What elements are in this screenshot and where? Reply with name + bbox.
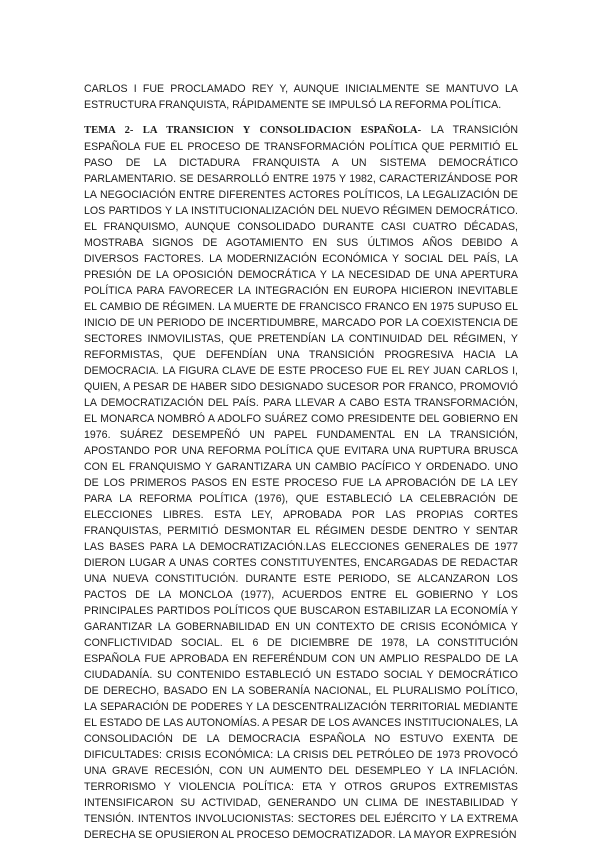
section-paragraph — [84, 122, 518, 843]
section-body: LA TRANSICIÓN ESPAÑOLA FUE EL PROCESO DE TRANSFORMACIÓN POLÍTICA QUE PERMITIÓ EL PASO DE LA DICTADURA FRANQUISTA A UN SISTEMA DEMOCRÁTICO PARLAMENTARIO. SE DESARROLLÓ ENTRE 1975 Y 1982, CARACTERIZÁNDOSE POR LA NEGOCIACIÓN ENTRE DIFERENTES ACTORES POLÍTICOS, LA LEGALIZACIÓN DE LOS PARTIDOS Y LA INSTITUCIONALIZACIÓN DEL NUEVO RÉGIMEN DEMOCRÁTICO. EL FRANQUISMO, AUNQUE CONSOLIDADO DURANTE CASI CUATRO DÉCADAS, MOSTRABA SIGNOS DE AGOTAMIENTO EN SUS ÚLTIMOS AÑOS DEBIDO A DIVERSOS FACTORES. LA MODERNIZACIÓN ECONÓMICA Y SOCIAL DEL PAÍS, LA PRESIÓN DE LA OPOSICIÓN DEMOCRÁTICA Y LA NECESIDAD DE UNA APERTURA POLÍTICA PARA FAVORECER LA INTEGRACIÓN EN EUROPA HICIERON INEVITABLE EL CAMBIO DE RÉGIMEN. LA MUERTE DE FRANCISCO FRANCO EN 1975 SUPUSO EL INICIO DE UN PERIODO DE INCERTIDUMBRE, MARCADO POR LA COEXISTENCIA DE SECTORES INMOVILISTAS, QUE PRETENDÍAN LA CONTINUIDAD DEL RÉGIMEN, Y REFORMISTAS, QUE DEFENDÍAN UNA TRANSICIÓN PROGRESIVA HACIA LA DEMOCRACIA. LA FIGURA CLAVE DE ESTE PROCESO FUE EL REY JUAN CARLOS I, QUIEN, A PESAR DE HABER SIDO DESIGNADO SUCESOR POR FRANCO, PROMOVIÓ LA DEMOCRATIZACIÓN DEL PAÍS. PARA LLEVAR A CABO ESTA TRANSFORMACIÓN, EL MONARCA NOMBRÓ A ADOLFO SUÁREZ COMO PRESIDENTE DEL GOBIERNO EN 1976. SUÁREZ DESEMPEÑÓ UN PAPEL FUNDAMENTAL EN LA TRANSICIÓN, APOSTANDO POR UNA REFORMA POLÍTICA QUE EVITARA UNA RUPTURA BRUSCA CON EL FRANQUISMO Y GARANTIZARA UN CAMBIO PACÍFICO Y ORDENADO. UNO DE LOS PRIMEROS PASOS EN ESTE PROCESO FUE LA APROBACIÓN DE LA LEY PARA LA REFORMA POLÍTICA (1976), QUE ESTABLECIÓ LA CELEBRACIÓN DE ELECCIONES LIBRES. ESTA LEY, APROBADA POR LAS PROPIAS CORTES FRANQUISTAS, PERMITIÓ DESMONTAR EL RÉGIMEN DESDE DENTRO Y SENTAR LAS BASES PARA LA DEMOCRATIZACIÓN.LAS ELECCIONES GENERALES DE 1977 DIERON LUGAR A UNAS CORTES CONSTITUYENTES, ENCARGADAS DE REDACTAR UNA NUEVA CONSTITUCIÓN. DURANTE ESTE PERIODO, SE ALCANZARON LOS PACTOS DE LA MONCLOA (1977), ACUERDOS ENTRE EL GOBIERNO Y LOS PRINCIPALES PARTIDOS POLÍTICOS QUE BUSCARON ESTABILIZAR LA ECONOMÍA Y GARANTIZAR LA GOBERNABILIDAD EN UN CONTEXTO DE CRISIS ECONÓMICA Y CONFLICTIVIDAD SOCIAL. EL 6 DE DICIEMBRE DE 1978, LA CONSTITUCIÓN ESPAÑOLA FUE APROBADA EN REFERÉNDUM CON UN AMPLIO RESPALDO DE LA CIUDADANÍA. SU CONTENIDO ESTABLECIÓ UN ESTADO SOCIAL Y DEMOCRÁTICO DE DERECHO, BASADO EN LA SOBERANÍA NACIONAL, EL PLURALISMO POLÍTICO, LA SEPARACIÓN DE PODERES Y LA DESCENTRALIZACIÓN TERRITORIAL MEDIANTE EL ESTADO DE LAS AUTONOMÍAS. A PESAR DE LOS AVANCES INSTITUCIONALES, LA CONSOLIDACIÓN DE LA DEMOCRACIA ESPAÑOLA NO ESTUVO EXENTA DE DIFICULTADES: CRISIS ECONÓMICA: LA CRISIS DEL PETRÓLEO DE 1973 PROVOCÓ UNA GRAVE RECESIÓN, CON UN AUMENTO DEL DESEMPLEO Y LA INFLACIÓN. TERRORISMO Y VIOLENCIA POLÍTICA: ETA Y OTROS GRUPOS EXTREMISTAS INTENSIFICARON SU ACTIVIDAD, GENERANDO UN CLIMA DE INESTABILIDAD Y TENSIÓN. INTENTOS INVOLUCIONISTAS: SECTORES DEL EJÉRCITO Y LA EXTREMA DERECHA SE OPUSIERON AL PROCESO DEMOCRATIZADOR. LA MAYOR EXPRESIÓN — [84, 123, 518, 841]
intro-paragraph: CARLOS I FUE PROCLAMADO REY Y, AUNQUE INICIALMENTE SE MANTUVO LA ESTRUCTURA FRANQUISTA, RÁPIDAMENTE SE IMPULSÓ LA REFORMA POLÍTICA. — [84, 82, 518, 111]
section-heading: TEMA 2- LA TRANSICION Y CONSOLIDACION ESPAÑOLA- — [84, 124, 422, 136]
